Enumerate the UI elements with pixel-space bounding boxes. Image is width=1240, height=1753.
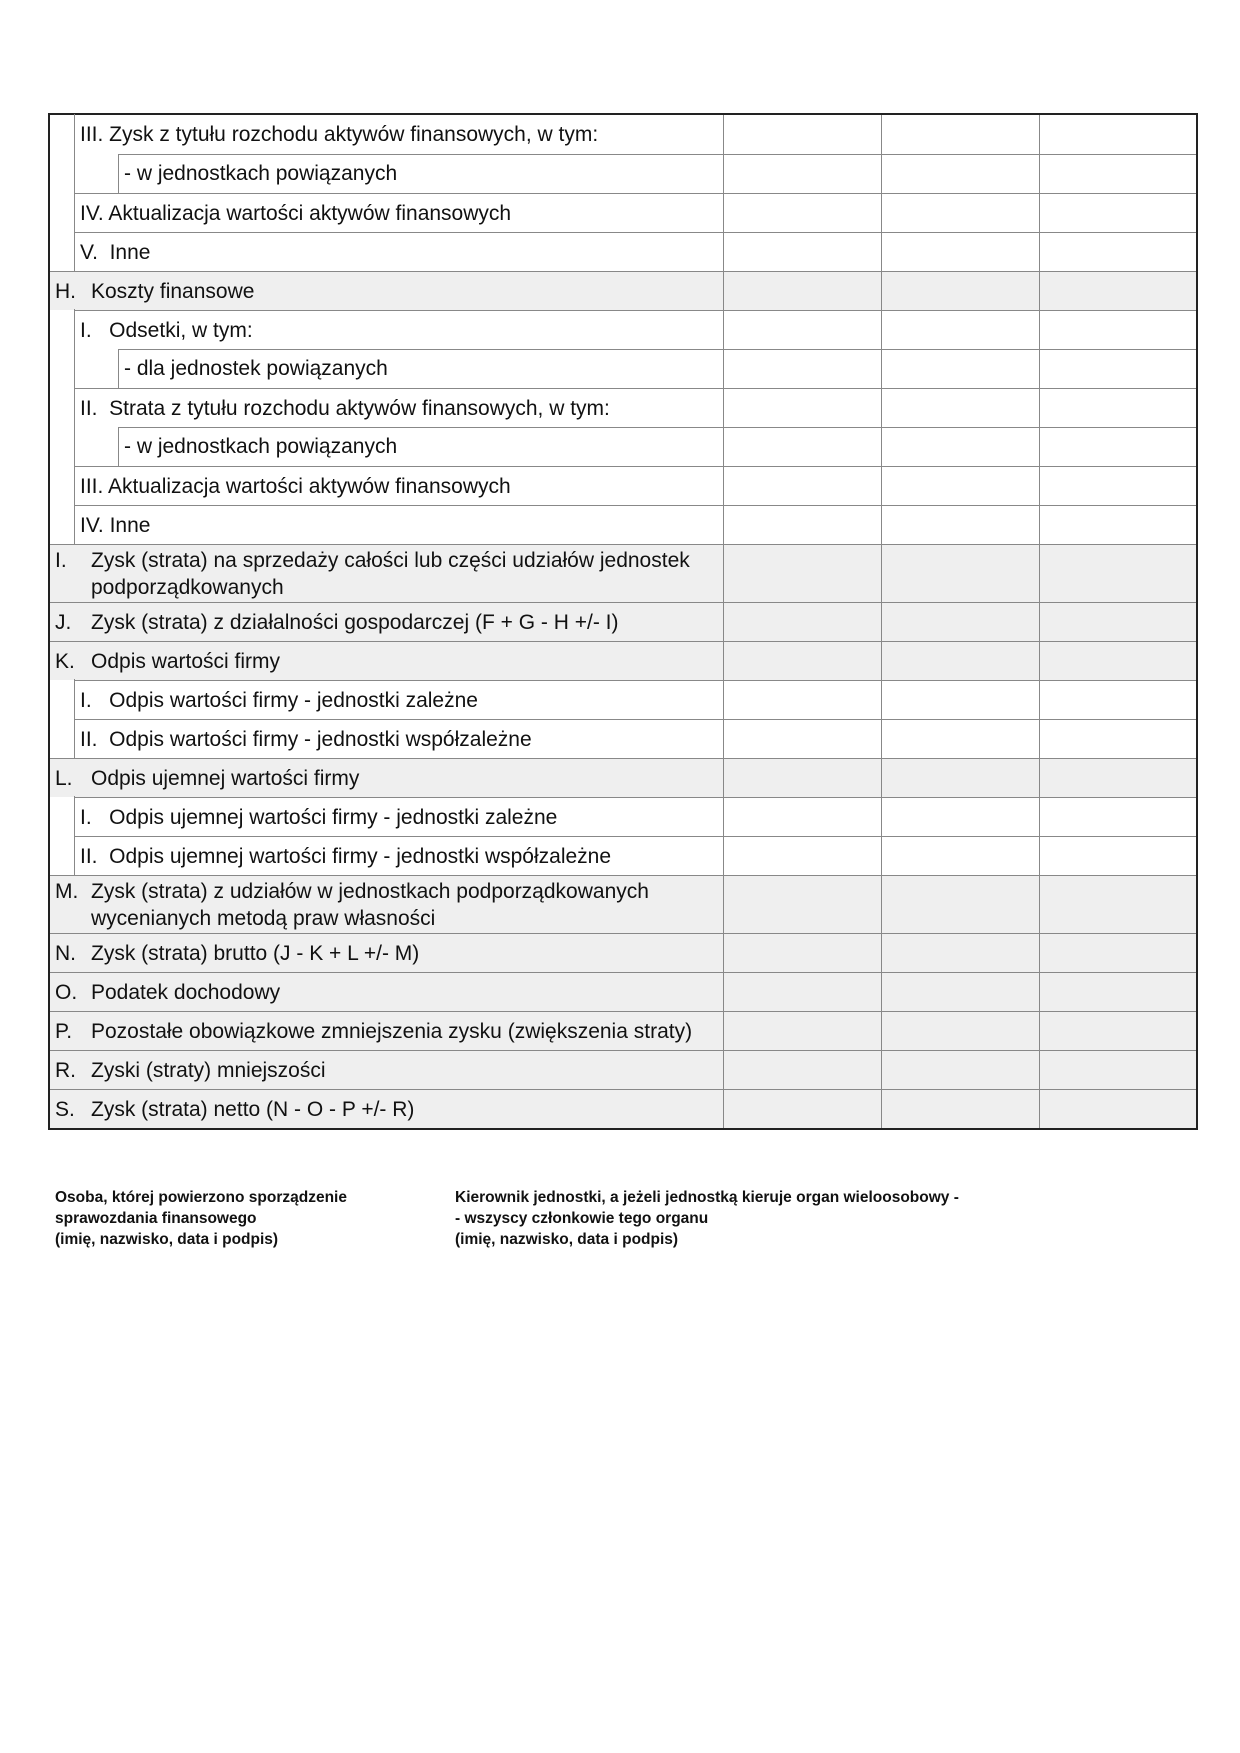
value-cell[interactable] bbox=[881, 272, 1039, 310]
row-label: I. Odsetki, w tym: bbox=[80, 318, 253, 342]
value-cell[interactable] bbox=[723, 973, 881, 1011]
value-cell[interactable] bbox=[881, 680, 1039, 719]
table-row bbox=[50, 836, 1196, 875]
value-cell[interactable] bbox=[881, 642, 1039, 680]
table-row bbox=[50, 641, 1196, 680]
row-label-cell bbox=[50, 876, 723, 933]
row-label-cell bbox=[50, 759, 723, 797]
preparer-label-line-2: sprawozdania finansowego bbox=[55, 1210, 257, 1227]
value-cell[interactable] bbox=[723, 310, 881, 349]
row-label bbox=[50, 765, 359, 792]
row-label bbox=[50, 547, 723, 601]
row-letter: R. bbox=[55, 1058, 76, 1082]
row-label bbox=[50, 609, 618, 636]
row-letter: K. bbox=[55, 649, 75, 673]
value-cell[interactable] bbox=[1039, 1090, 1196, 1128]
row-separator bbox=[118, 154, 723, 155]
value-cell[interactable] bbox=[881, 719, 1039, 758]
row-letter: N. bbox=[55, 941, 76, 965]
row-label-cell bbox=[74, 388, 723, 427]
value-cell[interactable] bbox=[723, 427, 881, 466]
value-cell[interactable] bbox=[1039, 388, 1196, 427]
row-label: IV. Inne bbox=[80, 513, 151, 537]
row-letter: H. bbox=[55, 279, 76, 303]
value-cell[interactable] bbox=[881, 603, 1039, 641]
row-letter: J. bbox=[55, 610, 72, 634]
value-cell[interactable] bbox=[881, 973, 1039, 1011]
row-label-cell bbox=[74, 719, 723, 758]
value-cell[interactable] bbox=[723, 154, 881, 193]
value-cell[interactable] bbox=[881, 310, 1039, 349]
row-separator bbox=[118, 349, 723, 350]
value-cell[interactable] bbox=[1039, 1051, 1196, 1089]
value-cell[interactable] bbox=[1039, 603, 1196, 641]
row-label: III. Aktualizacja wartości aktywów finansowych bbox=[80, 474, 511, 498]
row-text: Pozostałe obowiązkowe zmniejszenia zysku (zwiększenia straty) bbox=[91, 1019, 693, 1043]
row-label bbox=[50, 1018, 692, 1045]
table-row bbox=[50, 115, 1196, 154]
row-label-cell bbox=[74, 115, 723, 154]
value-cell[interactable] bbox=[1039, 154, 1196, 193]
value-cell[interactable] bbox=[881, 545, 1039, 602]
table-row bbox=[50, 1050, 1196, 1089]
table-row bbox=[50, 310, 1196, 349]
table-row bbox=[50, 388, 1196, 427]
value-cell[interactable] bbox=[881, 505, 1039, 544]
value-cell[interactable] bbox=[1039, 349, 1196, 388]
row-label-cell bbox=[74, 505, 723, 544]
row-label-cell bbox=[50, 642, 723, 680]
row-text: Zysk (strata) z działalności gospodarczej (F + G - H +/- I) bbox=[91, 610, 619, 634]
table-row bbox=[50, 154, 1196, 193]
row-text: Podatek dochodowy bbox=[91, 980, 281, 1004]
row-label bbox=[50, 1057, 326, 1084]
row-label bbox=[50, 878, 723, 932]
value-cell[interactable] bbox=[1039, 466, 1196, 505]
table-row bbox=[50, 797, 1196, 836]
row-letter: O. bbox=[55, 980, 78, 1004]
value-cell[interactable] bbox=[1039, 642, 1196, 680]
value-cell[interactable] bbox=[1039, 876, 1196, 933]
value-cell[interactable] bbox=[881, 1012, 1039, 1050]
table-row bbox=[50, 427, 1196, 466]
value-cell[interactable] bbox=[723, 876, 881, 933]
row-label bbox=[50, 940, 419, 967]
value-cell[interactable] bbox=[881, 1090, 1039, 1128]
table-row bbox=[50, 719, 1196, 758]
manager-label-line-1: Kierownik jednostki, a jeżeli jednostką kieruje organ wieloosobowy - bbox=[455, 1189, 959, 1206]
row-text: Zysk (strata) netto (N - O - P +/- R) bbox=[91, 1097, 415, 1121]
value-cell[interactable] bbox=[723, 642, 881, 680]
row-text: Zysk (strata) na sprzedaży całości lub części udziałów jednostek podporządkowanych bbox=[91, 548, 690, 599]
row-label-cell bbox=[74, 193, 723, 232]
row-label bbox=[50, 278, 254, 305]
row-letter: S. bbox=[55, 1097, 75, 1121]
row-label: V. Inne bbox=[80, 240, 151, 264]
row-label-cell bbox=[74, 349, 723, 388]
value-cell[interactable] bbox=[1039, 973, 1196, 1011]
value-cell[interactable] bbox=[723, 272, 881, 310]
value-cell[interactable] bbox=[723, 759, 881, 797]
value-cell[interactable] bbox=[723, 680, 881, 719]
value-cell[interactable] bbox=[1039, 545, 1196, 602]
value-cell[interactable] bbox=[723, 1012, 881, 1050]
financial-statement-table bbox=[48, 113, 1198, 1130]
row-label-cell bbox=[74, 797, 723, 836]
row-label-cell bbox=[74, 680, 723, 719]
row-label bbox=[50, 979, 280, 1006]
value-cell[interactable] bbox=[881, 876, 1039, 933]
value-cell[interactable] bbox=[881, 388, 1039, 427]
manager-label-line-3: (imię, nazwisko, data i podpis) bbox=[455, 1231, 679, 1248]
value-cell[interactable] bbox=[723, 719, 881, 758]
row-label: - dla jednostek powiązanych bbox=[124, 357, 388, 380]
value-cell[interactable] bbox=[1039, 427, 1196, 466]
value-cell[interactable] bbox=[1039, 310, 1196, 349]
row-label-cell bbox=[74, 154, 723, 193]
value-cell[interactable] bbox=[1039, 505, 1196, 544]
row-label: III. Zysk z tytułu rozchodu aktywów finansowych, w tym: bbox=[80, 123, 599, 146]
row-label-cell bbox=[50, 934, 723, 972]
value-cell[interactable] bbox=[1039, 272, 1196, 310]
row-label: - w jednostkach powiązanych bbox=[124, 435, 398, 458]
row-label-cell bbox=[50, 1090, 723, 1128]
manager-signature-block bbox=[455, 1187, 959, 1250]
table-row bbox=[50, 680, 1196, 719]
table-row bbox=[50, 1011, 1196, 1050]
row-label: II. Strata z tytułu rozchodu aktywów finansowych, w tym: bbox=[80, 396, 610, 420]
row-label: IV. Aktualizacja wartości aktywów finansowych bbox=[80, 201, 512, 225]
row-letter: I. bbox=[55, 548, 67, 572]
value-cell[interactable] bbox=[1039, 115, 1196, 154]
row-label: II. Odpis ujemnej wartości firmy - jednostki współzależne bbox=[80, 844, 612, 868]
value-cell[interactable] bbox=[881, 427, 1039, 466]
value-cell[interactable] bbox=[1039, 719, 1196, 758]
row-text: Zyski (straty) mniejszości bbox=[91, 1058, 326, 1082]
row-text: Zysk (strata) z udziałów w jednostkach podporządkowanych wycenianych metodą praw własności bbox=[91, 879, 649, 930]
row-label-cell bbox=[74, 466, 723, 505]
value-cell[interactable] bbox=[723, 603, 881, 641]
preparer-label-line-1: Osoba, której powierzono sporządzenie bbox=[55, 1189, 347, 1206]
row-letter: L. bbox=[55, 766, 73, 790]
row-text: Odpis wartości firmy bbox=[91, 649, 281, 673]
row-separator bbox=[118, 427, 723, 428]
row-label-cell bbox=[50, 272, 723, 310]
row-label bbox=[50, 648, 280, 675]
value-cell[interactable] bbox=[881, 759, 1039, 797]
value-cell[interactable] bbox=[723, 1090, 881, 1128]
value-cell[interactable] bbox=[881, 349, 1039, 388]
value-cell[interactable] bbox=[723, 1051, 881, 1089]
table-row bbox=[50, 602, 1196, 641]
value-cell[interactable] bbox=[723, 388, 881, 427]
row-label-cell bbox=[74, 427, 723, 466]
value-cell[interactable] bbox=[881, 154, 1039, 193]
row-label-cell bbox=[74, 836, 723, 875]
row-label-cell bbox=[74, 232, 723, 271]
value-cell[interactable] bbox=[881, 1051, 1039, 1089]
table-row bbox=[50, 349, 1196, 388]
value-cell[interactable] bbox=[723, 115, 881, 154]
value-cell[interactable] bbox=[881, 797, 1039, 836]
value-cell[interactable] bbox=[1039, 232, 1196, 271]
table-row bbox=[50, 193, 1196, 232]
value-cell[interactable] bbox=[723, 797, 881, 836]
row-label: II. Odpis wartości firmy - jednostki współzależne bbox=[80, 727, 532, 751]
value-cell[interactable] bbox=[723, 193, 881, 232]
table-row bbox=[50, 232, 1196, 271]
table-row bbox=[50, 972, 1196, 1011]
value-cell[interactable] bbox=[723, 349, 881, 388]
value-cell[interactable] bbox=[1039, 759, 1196, 797]
value-cell[interactable] bbox=[1039, 680, 1196, 719]
row-label-cell bbox=[50, 973, 723, 1011]
row-letter: M. bbox=[55, 879, 79, 903]
value-cell[interactable] bbox=[1039, 934, 1196, 972]
table-row bbox=[50, 875, 1196, 933]
row-label-cell bbox=[50, 545, 723, 602]
value-cell[interactable] bbox=[723, 232, 881, 271]
value-cell[interactable] bbox=[723, 836, 881, 875]
value-cell[interactable] bbox=[1039, 797, 1196, 836]
row-label bbox=[50, 1096, 414, 1123]
row-label-cell bbox=[50, 1051, 723, 1089]
manager-label-line-2: - wszyscy członkowie tego organu bbox=[455, 1210, 709, 1227]
value-cell[interactable] bbox=[881, 466, 1039, 505]
table-row bbox=[50, 933, 1196, 972]
row-text: Koszty finansowe bbox=[91, 279, 255, 303]
value-cell[interactable] bbox=[881, 193, 1039, 232]
row-label: I. Odpis ujemnej wartości firmy - jednostki zależne bbox=[80, 805, 558, 829]
value-cell[interactable] bbox=[1039, 1012, 1196, 1050]
row-label-cell bbox=[50, 603, 723, 641]
table-row bbox=[50, 544, 1196, 602]
row-label-cell bbox=[50, 1012, 723, 1050]
value-cell[interactable] bbox=[881, 836, 1039, 875]
row-letter: P. bbox=[55, 1019, 73, 1043]
table-row bbox=[50, 1089, 1196, 1128]
value-cell[interactable] bbox=[723, 934, 881, 972]
row-label: I. Odpis wartości firmy - jednostki zależne bbox=[80, 688, 478, 712]
value-cell[interactable] bbox=[1039, 193, 1196, 232]
value-cell[interactable] bbox=[881, 232, 1039, 271]
row-text: Zysk (strata) brutto (J - K + L +/- M) bbox=[91, 941, 420, 965]
table-row bbox=[50, 505, 1196, 544]
preparer-label-line-3: (imię, nazwisko, data i podpis) bbox=[55, 1231, 279, 1248]
row-label-cell bbox=[74, 310, 723, 349]
table-row bbox=[50, 758, 1196, 797]
row-label: - w jednostkach powiązanych bbox=[124, 162, 398, 185]
value-cell[interactable] bbox=[723, 466, 881, 505]
table-row bbox=[50, 466, 1196, 505]
value-cell[interactable] bbox=[723, 545, 881, 602]
value-cell[interactable] bbox=[881, 115, 1039, 154]
preparer-signature-block bbox=[55, 1187, 347, 1250]
value-cell[interactable] bbox=[881, 934, 1039, 972]
value-cell[interactable] bbox=[723, 505, 881, 544]
value-cell[interactable] bbox=[1039, 836, 1196, 875]
row-text: Odpis ujemnej wartości firmy bbox=[91, 766, 360, 790]
table-row bbox=[50, 271, 1196, 310]
